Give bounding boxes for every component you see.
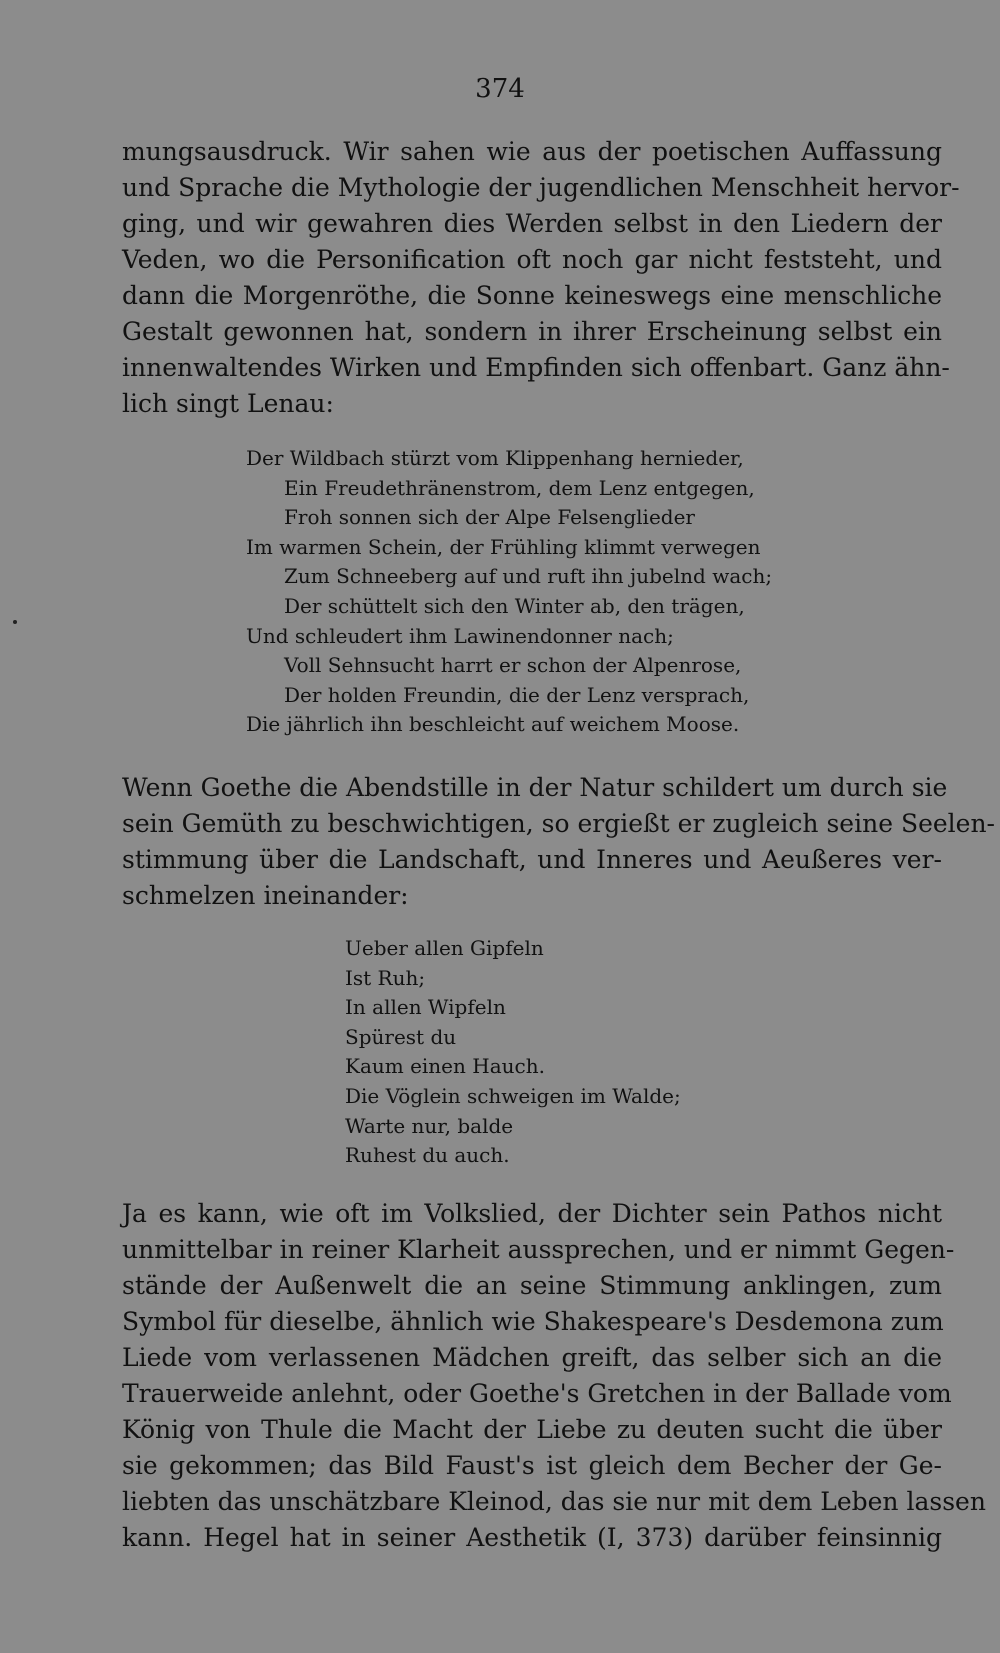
scan-speck: [13, 620, 17, 624]
verse-line: Ruhest du auch.: [345, 1143, 510, 1168]
text-line: stände der Außenwelt die an seine Stimmung anklingen, zum: [122, 1271, 942, 1300]
text-line: Ja es kann, wie oft im Volkslied, der Dichter sein Pathos nicht: [122, 1199, 942, 1228]
verse-line: In allen Wipfeln: [345, 995, 506, 1020]
text-line: stimmung über die Landschaft, und Inneres und Aeußeres ver-: [122, 845, 942, 874]
text-line: dann die Morgenröthe, die Sonne keineswegs eine menschliche: [122, 281, 942, 310]
text-line: Wenn Goethe die Abendstille in der Natur schildert um durch sie: [122, 773, 948, 802]
verse-line: Ueber allen Gipfeln: [345, 936, 544, 960]
verse-line: Ein Freudethränenstrom, dem Lenz entgegen,: [284, 475, 755, 500]
text-line: Liede vom verlassenen Mädchen greift, das selber sich an die: [122, 1343, 942, 1372]
verse-line: Kaum einen Hauch.: [345, 1054, 545, 1079]
text-line: schmelzen ineinander:: [122, 881, 409, 910]
paragraph-3: [122, 1196, 986, 1556]
verse-line: Warte nur, balde: [345, 1113, 514, 1138]
verse-line: Voll Sehnsucht harrt er schon der Alpenrose,: [284, 653, 742, 678]
verse-line: Der Wildbach stürzt vom Klippenhang hernieder,: [246, 446, 744, 470]
text-line: kann. Hegel hat in seiner Aesthetik (I, 373) darüber feinsinnig: [122, 1523, 942, 1552]
verse-line: Und schleudert ihm Lawinendonner nach;: [246, 623, 674, 648]
text-line: sein Gemüth zu beschwichtigen, so ergießt er zugleich seine Seelen-: [122, 809, 995, 838]
verse-line: Die Vöglein schweigen im Walde;: [345, 1083, 681, 1108]
text-line: Veden, wo die Personification oft noch gar nicht feststeht, und: [122, 245, 942, 274]
paragraph-2: [122, 770, 995, 914]
paragraph-1: [122, 134, 960, 422]
text-line: unmittelbar in reiner Klarheit aussprechen, und er nimmt Gegen-: [122, 1235, 955, 1264]
text-line: Gestalt gewonnen hat, sondern in ihrer Erscheinung selbst ein: [122, 317, 942, 346]
text-line: liebten das unschätzbare Kleinod, das sie nur mit dem Leben lassen: [122, 1487, 986, 1516]
page-number: 374: [475, 74, 525, 104]
text-line: König von Thule die Macht der Liebe zu deuten sucht die über: [122, 1415, 942, 1444]
verse-line: Im warmen Schein, der Frühling klimmt verwegen: [246, 534, 761, 559]
text-line: lich singt Lenau:: [122, 389, 334, 418]
text-line: ging, und wir gewahren dies Werden selbst in den Liedern der: [122, 209, 942, 238]
verse-line: Die jährlich ihn beschleicht auf weichem Moose.: [246, 712, 740, 737]
text-line: Symbol für dieselbe, ähnlich wie Shakespeare's Desdemona zum: [122, 1307, 944, 1336]
text-line: sie gekommen; das Bild Faust's ist gleich dem Becher der Ge-: [122, 1451, 942, 1480]
poem-lenau: [246, 444, 772, 740]
text-line: Trauerweide anlehnt, oder Goethe's Gretchen in der Ballade vom: [122, 1379, 952, 1408]
text-line: und Sprache die Mythologie der jugendlichen Menschheit hervor-: [122, 173, 960, 202]
text-line: mungsausdruck. Wir sahen wie aus der poetischen Auffassung: [122, 137, 942, 166]
verse-line: Der holden Freundin, die der Lenz versprach,: [284, 682, 750, 707]
text-line: innenwaltendes Wirken und Empfinden sich offenbart. Ganz ähn-: [122, 353, 950, 382]
verse-line: Zum Schneeberg auf und ruft ihn jubelnd wach;: [284, 564, 773, 589]
verse-line: Der schüttelt sich den Winter ab, den trägen,: [284, 593, 745, 618]
verse-line: Spürest du: [345, 1024, 457, 1049]
verse-line: Ist Ruh;: [345, 965, 426, 990]
verse-line: Froh sonnen sich der Alpe Felsenglieder: [284, 505, 695, 530]
poem-goethe: [345, 934, 681, 1171]
